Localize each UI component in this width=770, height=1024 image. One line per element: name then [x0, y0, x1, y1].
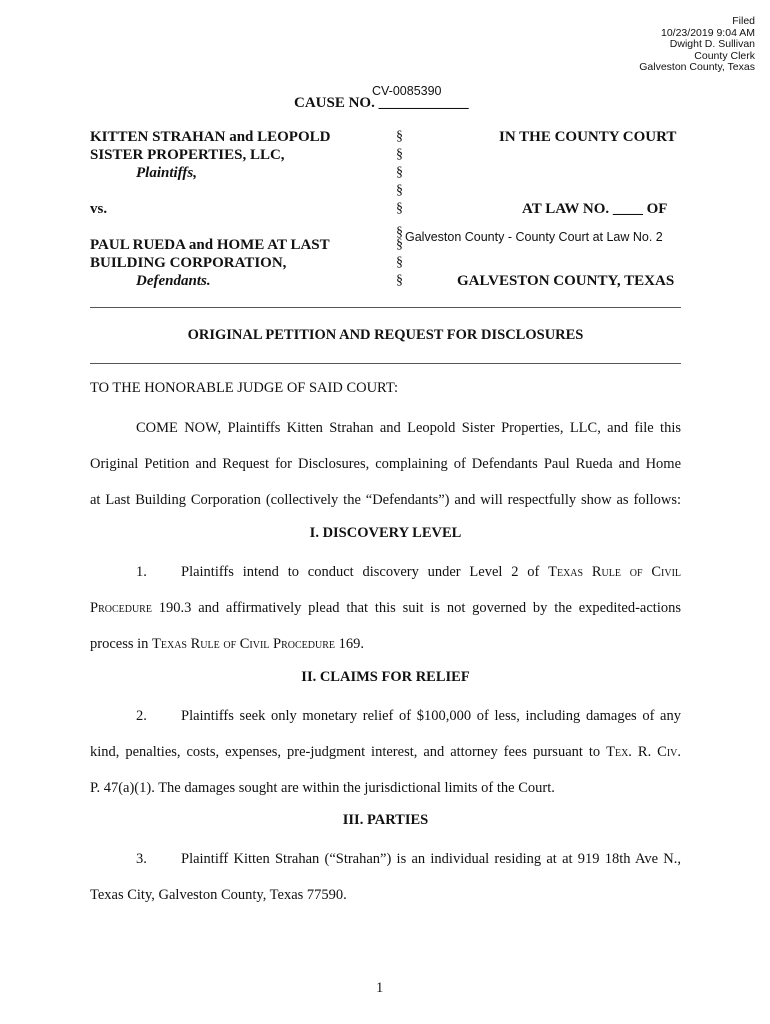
court-line-2: AT LAW NO. ____ OF	[522, 201, 668, 217]
stamp-county: Galveston County, Texas	[639, 61, 755, 74]
intro-line-2: Original Petition and Request for Disclosures, complaining of Defendants Paul Rueda and Home	[90, 456, 681, 472]
section-heading-discovery: I. DISCOVERY LEVEL	[309, 525, 462, 541]
section-heading-claims: II. CLAIMS FOR RELIEF	[301, 669, 470, 685]
intro-line-1: COME NOW, Plaintiffs Kitten Strahan and Leopold Sister Properties, LLC, and file this	[136, 420, 681, 436]
divider-bottom	[90, 363, 681, 364]
para-2-line-1: Plaintiffs seek only monetary relief of $100,000 of less, including damages of any	[181, 708, 681, 724]
page-number: 1	[376, 980, 384, 996]
stamp-clerk-name: Dwight D. Sullivan	[669, 38, 755, 51]
cause-number: CV-0085390	[372, 84, 442, 98]
stamp-clerk-title: County Clerk	[694, 49, 755, 62]
salutation: TO THE HONORABLE JUDGE OF SAID COURT:	[90, 380, 399, 396]
para-1-line-1: Plaintiffs intend to conduct discovery under Level 2 of Texas Rule of Civil	[181, 564, 682, 580]
section-heading-parties: III. PARTIES	[342, 812, 429, 828]
para-number-1: 1.	[136, 564, 147, 580]
section-mark: §	[396, 255, 403, 270]
plaintiffs-line-1: KITTEN STRAHAN and LEOPOLD	[90, 129, 331, 145]
stamp-filed: Filed	[732, 15, 755, 27]
intro-line-3: at Last Building Corporation (collectively the “Defendants”) and will respectfully show as follows:	[90, 492, 681, 508]
section-mark: §	[396, 225, 403, 240]
divider-top	[90, 307, 681, 308]
document-title: ORIGINAL PETITION AND REQUEST FOR DISCLOSURES	[187, 327, 584, 343]
plaintiffs-role: Plaintiffs,	[136, 165, 197, 181]
section-mark: §	[396, 183, 403, 198]
stamp-datetime: 10/23/2019 9:04 AM	[661, 26, 755, 39]
para-number-3: 3.	[136, 851, 147, 867]
defendants-role: Defendants.	[136, 273, 211, 289]
para-2-line-3: P. 47(a)(1). The damages sought are within the jurisdictional limits of the Court.	[90, 780, 555, 796]
para-1-line-3: process in Texas Rule of Civil Procedure 169.	[90, 636, 364, 652]
court-line-1: IN THE COUNTY COURT	[499, 129, 677, 145]
versus: vs.	[90, 201, 108, 217]
court-line-3: GALVESTON COUNTY, TEXAS	[457, 273, 675, 289]
para-2-line-2: kind, penalties, costs, expenses, pre-judgment interest, and attorney fees pursuant to Tex. R. Civ.	[90, 744, 681, 760]
court-assignment-stamp: Galveston County - County Court at Law No. 2	[405, 230, 663, 244]
para-number-2: 2.	[136, 708, 147, 724]
plaintiffs-line-2: SISTER PROPERTIES, LLC,	[90, 147, 285, 163]
section-mark: §	[396, 201, 403, 216]
section-mark: §	[396, 147, 403, 162]
para-3-line-2: Texas City, Galveston County, Texas 77590.	[90, 887, 347, 903]
filing-stamp	[639, 16, 755, 74]
defendants-line-2: BUILDING CORPORATION,	[90, 255, 287, 271]
section-mark: §	[396, 273, 403, 288]
section-mark: §	[396, 237, 403, 252]
cause-label: CAUSE NO. ____________	[294, 95, 469, 111]
para-1-line-2: Procedure 190.3 and affirmatively plead that this suit is not governed by the expedited-actions	[90, 600, 681, 616]
para-3-line-1: Plaintiff Kitten Strahan (“Strahan”) is an individual residing at at 919 18th Ave N.,	[181, 851, 681, 867]
section-mark: §	[396, 129, 403, 144]
defendants-line-1: PAUL RUEDA and HOME AT LAST	[90, 237, 330, 253]
section-mark: §	[396, 165, 403, 180]
